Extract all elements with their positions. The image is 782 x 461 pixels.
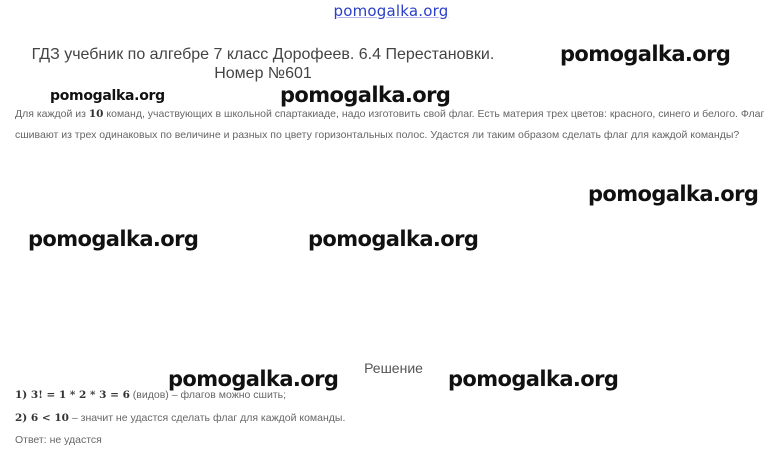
solution-heading: Решение <box>364 360 423 376</box>
solution-step-2 <box>15 412 345 424</box>
watermark: pomogalka.org <box>280 83 451 107</box>
site-logo-link[interactable]: pomogalka.org <box>333 2 449 20</box>
answer: Ответ: не удастся <box>15 434 102 446</box>
page-title <box>0 45 526 83</box>
watermark: pomogalka.org <box>588 182 759 206</box>
watermark: pomogalka.org <box>28 227 199 251</box>
solution-step-2-math: 2) 6 < 10 <box>15 412 69 424</box>
watermark: pomogalka.org <box>560 42 731 66</box>
task-text-start: Для каждой из <box>15 108 89 120</box>
watermark: pomogalka.org <box>448 367 619 391</box>
solution-step-2-text: – значит не удастся сделать флаг для каждой команды. <box>68 412 346 424</box>
solution-step-1-math: 1) 3! = 1 * 2 * 3 = 6 <box>15 389 130 401</box>
task-number: 10 <box>88 108 104 120</box>
watermark: pomogalka.org <box>50 88 165 104</box>
solution-step-1-text: (видов) – флагов можно сшить; <box>129 389 287 401</box>
solution-step-1 <box>15 389 286 401</box>
page-title-line-2: Номер №601 <box>214 65 312 82</box>
task-text-end: команд, участвующих в школьной спартакиаде, надо изготовить свой флаг. Есть материя трех цветов: красного, синего и белого. Флаг сшивают из трех одинаковых по величине и разных по цвету горизонтальных полос. Удастся ли таким образом сделать флаг для каждой команды? <box>15 108 765 141</box>
watermark: pomogalka.org <box>308 227 479 251</box>
task-statement <box>15 104 775 145</box>
page-title-line-1: ГДЗ учебник по алгебре 7 класс Дорофеев. 6.4 Перестановки. <box>31 46 495 63</box>
watermark: pomogalka.org <box>168 367 339 391</box>
